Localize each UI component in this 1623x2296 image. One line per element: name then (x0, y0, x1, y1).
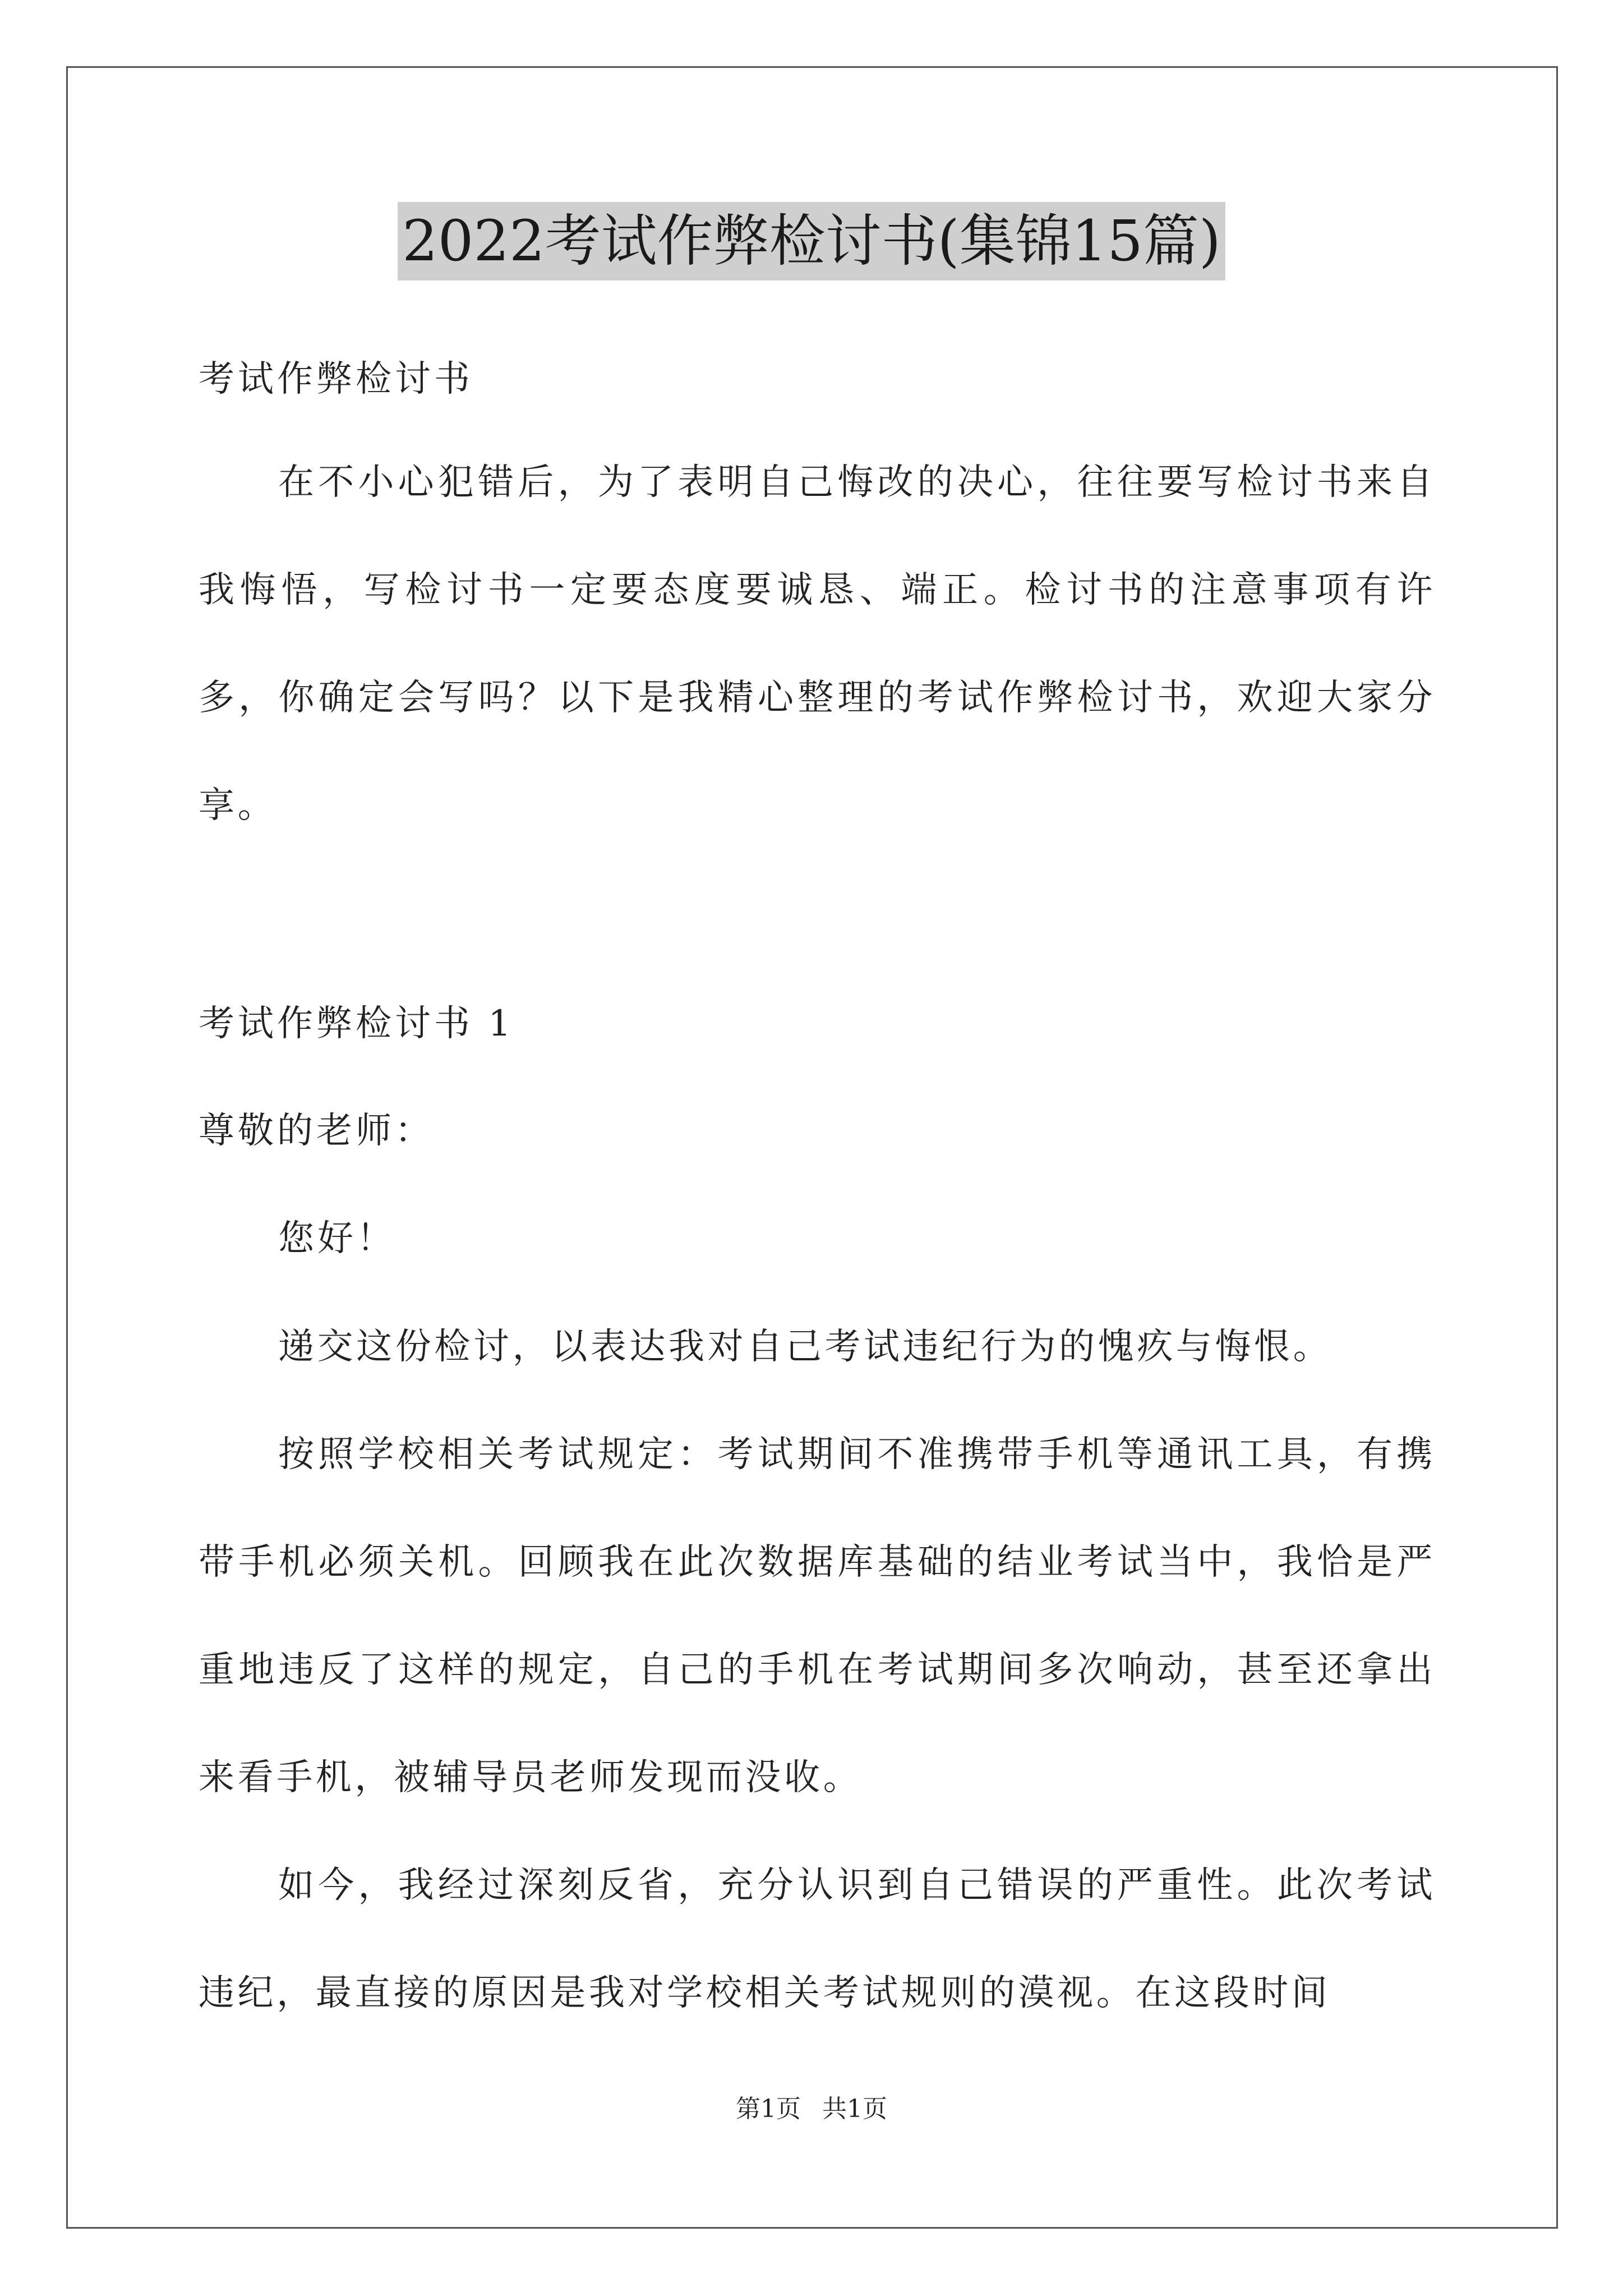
greeting: 您好！ (278, 1218, 396, 1259)
intro-paragraph: 在不小心犯错后，为了表明自己悔改的决心，往往要写检讨书来自我悔悟，写检讨书一定要态度要诚恳、端正。检讨书的注意事项有许多，你确定会写吗？以下是我精心整理的考试作弊检讨书，欢迎大家分享。 (199, 462, 1436, 826)
body-paragraph-3: 如今，我经过深刻反省，充分认识到自己错误的严重性。此次考试违纪，最直接的原因是我对学校相关考试规则的漠视。在这段时间 (199, 1865, 1436, 2014)
salutation: 尊敬的老师： (199, 1110, 434, 1152)
title-wrap (0, 202, 1623, 280)
body-paragraph-2: 按照学校相关考试规定：考试期间不准携带手机等通讯工具，有携带手机必须关机。回顾我在此次数据库基础的结业考试当中，我恰是严重地违反了这样的规定，自己的手机在考试期间多次响动，甚至还拿出来看手机，被辅导员老师发现而没收。 (199, 1434, 1436, 1798)
page-total: 共1页 (822, 2095, 887, 2123)
body-paragraph-1: 递交这份检讨，以表达我对自己考试违纪行为的愧疚与悔恨。 (278, 1326, 1332, 1368)
document-title: 2022考试作弊检讨书(集锦15篇) (398, 202, 1225, 280)
page-number: 第1页 (736, 2095, 801, 2123)
page-footer (0, 2092, 1623, 2126)
section-heading: 考试作弊检讨书 1 (199, 1003, 515, 1045)
intro-heading: 考试作弊检讨书 (199, 358, 473, 400)
